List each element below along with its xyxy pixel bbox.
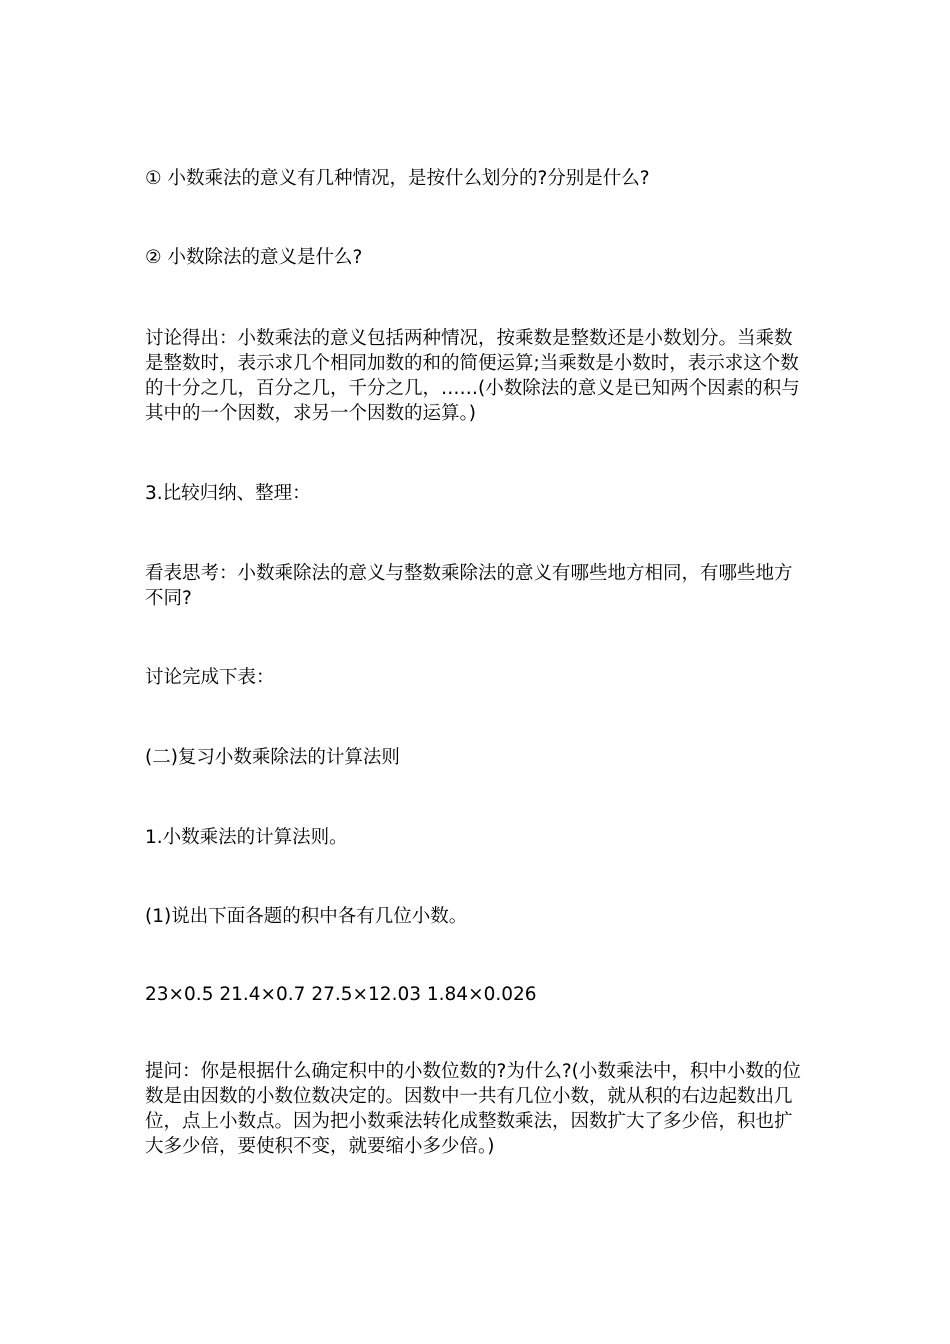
question-division-meaning: ② 小数除法的意义是什么? [145,247,363,268]
discussion-conclusion: 讨论得出：小数乘法的意义包括两种情况，按乘数是整数还是小数划分。当乘数是整数时，表示求几个相同加数的和的简便运算;当乘数是小数时，表示求这个数的十分之几，百分之几，千分之几，……(小数除法的意义是已知两个因素的积与其中的一个因数，求另一个因数的运算。) [145,328,800,424]
section-heading-rules: (二)复习小数乘除法的计算法则 [145,747,400,768]
multiplication-rule-heading: 1.小数乘法的计算法则。 [145,827,348,848]
question-explanation: 提问：你是根据什么确定积中的小数位数的?为什么?(小数乘法中，积中小数的位数是由因数的小数位数决定的。因数中一共有几位小数，就从积的右边起数出几位，点上小数点。因为把小数乘法转化成整数乘法，因数扩大了多少倍，积也扩大多少倍，要使积不变，就要缩小多少倍。) [145,1061,801,1157]
section-compare-summarize: 3.比较归纳、整理： [145,483,311,504]
exercise-instruction: (1)说出下面各题的积中各有几位小数。 [145,906,468,927]
table-thinking-prompt: 看表思考：小数乘除法的意义与整数乘除法的意义有哪些地方相同，有哪些地方不同? [145,563,793,609]
question-multiplication-meaning: ① 小数乘法的意义有几种情况，是按什么划分的?分别是什么? [145,168,650,189]
complete-table-instruction: 讨论完成下表： [145,667,275,688]
exercise-problems: 23×0.5 21.4×0.7 27.5×12.03 1.84×0.026 [145,984,537,1005]
